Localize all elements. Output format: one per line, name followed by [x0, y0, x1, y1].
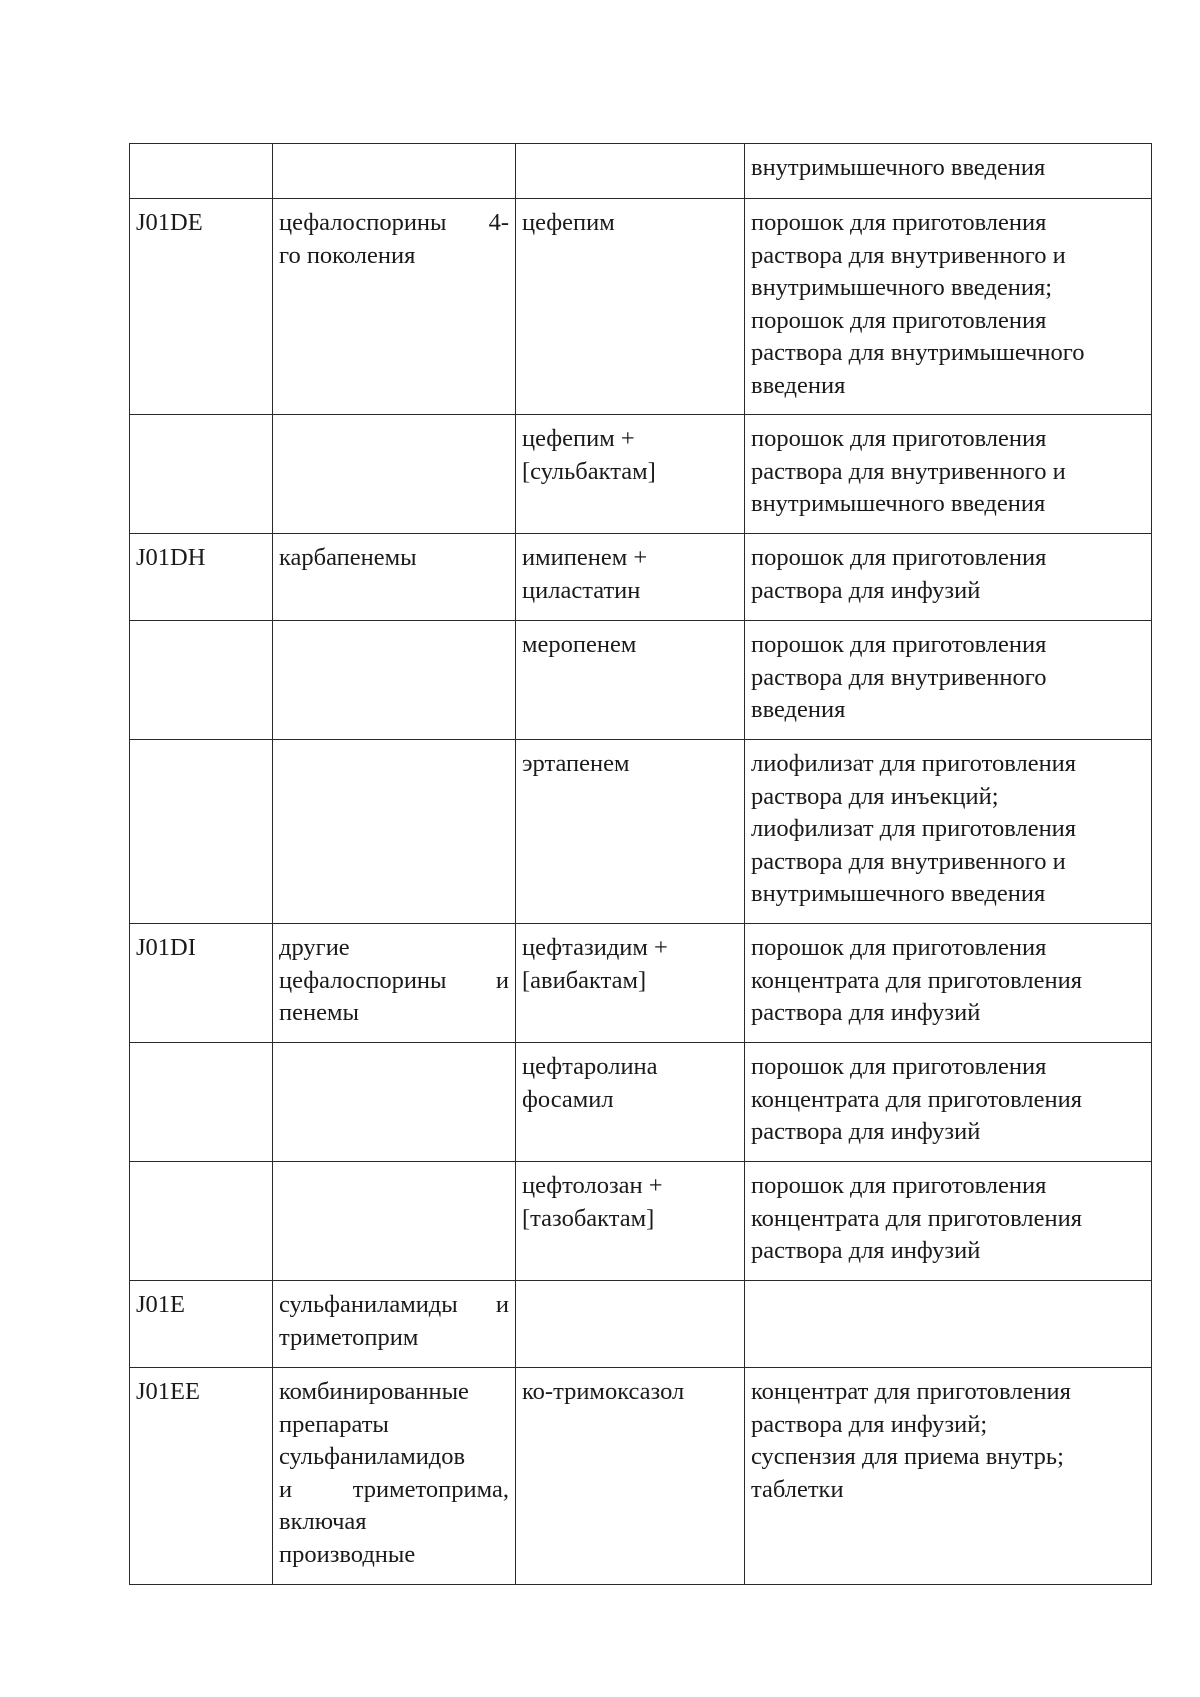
- group-name-line: препараты: [279, 1410, 389, 1438]
- dosage-form-line: порошок для приготовления: [751, 544, 1047, 571]
- dosage-form-line: раствора для внутривенного и: [751, 847, 1066, 875]
- drug-name-line: [тазобактам]: [522, 1204, 655, 1232]
- group-name-line: сульфаниламиды и: [279, 1291, 509, 1318]
- dosage-form-cell: [745, 144, 1152, 199]
- dosage-form-line: порошок для приготовления: [751, 1172, 1047, 1199]
- drug-name-line: [авибактам]: [522, 966, 647, 994]
- atc-code-cell: [130, 144, 273, 199]
- dosage-form-line: порошок для приготовления: [751, 306, 1047, 334]
- group-name-line: триметоприм: [279, 1323, 419, 1351]
- drug-name-cell: [516, 1043, 745, 1162]
- drug-name-cell: [516, 740, 745, 924]
- drug-name-line: имипенем +: [522, 544, 648, 571]
- drug-name-cell: [516, 1368, 745, 1585]
- dosage-form-line: суспензия для приема внутрь;: [751, 1443, 1064, 1470]
- atc-code-cell: [130, 1162, 273, 1281]
- atc-code-cell: [130, 621, 273, 740]
- atc-code-cell: J01EE: [130, 1368, 273, 1585]
- group-name-line: другие: [279, 934, 350, 961]
- drug-name-line: цефепим: [522, 209, 615, 236]
- group-name-cell: [273, 621, 516, 740]
- dosage-form-line: порошок для приготовления: [751, 425, 1047, 452]
- drug-name-line: цефтаролина: [522, 1053, 658, 1080]
- dosage-form-line: порошок для приготовления: [751, 631, 1047, 658]
- drug-name-line: [сульбактам]: [522, 457, 656, 485]
- drug-name-line: эртапенем: [522, 750, 630, 777]
- drug-name-cell: [516, 144, 745, 199]
- table-row: [130, 415, 1152, 534]
- atc-code-cell: J01DE: [130, 199, 273, 415]
- group-name-line: включая: [279, 1508, 367, 1535]
- atc-code-cell: [130, 415, 273, 534]
- drug-name-line: цефтолозан +: [522, 1172, 663, 1199]
- dosage-form-cell: [745, 1043, 1152, 1162]
- table-row: [130, 534, 1152, 621]
- group-name-cell: [273, 534, 516, 621]
- group-name-cell: [273, 740, 516, 924]
- atc-code-cell: [130, 740, 273, 924]
- drug-name-cell: [516, 534, 745, 621]
- dosage-form-line: внутримышечного введения: [751, 880, 1046, 907]
- group-name-line: производные: [279, 1540, 416, 1568]
- dosage-form-line: концентрат для приготовления: [751, 1378, 1071, 1405]
- group-name-cell: [273, 415, 516, 534]
- dosage-form-cell: [745, 1281, 1152, 1368]
- dosage-form-line: порошок для приготовления: [751, 1053, 1047, 1080]
- group-name-cell: [273, 1043, 516, 1162]
- group-name-cell: [273, 199, 516, 415]
- dosage-form-line: внутримышечного введения;: [751, 274, 1053, 301]
- drug-name-cell: [516, 621, 745, 740]
- table-body: [130, 144, 1152, 1585]
- group-name-cell: [273, 1368, 516, 1585]
- dosage-form-cell: [745, 1162, 1152, 1281]
- dosage-form-line: раствора для внутримышечного: [751, 339, 1085, 366]
- dosage-form-line: раствора для инфузий: [751, 1237, 981, 1264]
- dosage-form-line: лиофилизат для приготовления: [751, 815, 1077, 842]
- dosage-form-line: раствора для инфузий: [751, 1118, 981, 1145]
- drug-name-cell: [516, 199, 745, 415]
- group-name-cell: [273, 1162, 516, 1281]
- drug-name-cell: [516, 1162, 745, 1281]
- dosage-form-cell: [745, 1368, 1152, 1585]
- group-name-line: карбапенемы: [279, 544, 417, 571]
- dosage-form-line: раствора для инфузий: [751, 576, 981, 604]
- group-name-line: цефалоспорины 4-: [279, 209, 509, 236]
- dosage-form-cell: [745, 199, 1152, 415]
- dosage-form-cell: [745, 534, 1152, 621]
- dosage-form-cell: [745, 415, 1152, 534]
- dosage-form-line: концентрата для приготовления: [751, 966, 1083, 994]
- group-name-cell: [273, 1281, 516, 1368]
- drug-name-line: ко-тримоксазол: [522, 1378, 685, 1405]
- drug-name-cell: [516, 415, 745, 534]
- drug-name-line: циластатин: [522, 576, 641, 604]
- atc-code-cell: J01E: [130, 1281, 273, 1368]
- group-name-line: го поколения: [279, 241, 416, 269]
- dosage-form-line: внутримышечного введения: [751, 490, 1046, 517]
- table-row: [130, 1281, 1152, 1368]
- dosage-form-line: концентрата для приготовления: [751, 1085, 1083, 1113]
- group-name-line: цефалоспорины и: [279, 966, 509, 994]
- dosage-form-line: раствора для внутривенного и: [751, 241, 1066, 269]
- dosage-form-line: порошок для приготовления: [751, 209, 1047, 236]
- table-row: [130, 1162, 1152, 1281]
- drug-name-line: цефепим +: [522, 425, 635, 452]
- group-name-line: и триметоприма,: [279, 1475, 509, 1503]
- group-name-line: комбинированные: [279, 1378, 469, 1405]
- group-name-line: сульфаниламидов: [279, 1443, 466, 1470]
- atc-code-cell: J01DI: [130, 924, 273, 1043]
- dosage-form-line: раствора для внутривенного: [751, 663, 1047, 691]
- group-name-line: пенемы: [279, 999, 359, 1026]
- table-row: [130, 1368, 1152, 1585]
- table-row: [130, 924, 1152, 1043]
- dosage-form-cell: [745, 924, 1152, 1043]
- dosage-form-cell: [745, 621, 1152, 740]
- group-name-cell: [273, 924, 516, 1043]
- dosage-form-line: раствора для внутривенного и: [751, 457, 1066, 485]
- drug-table: [129, 143, 1152, 1585]
- dosage-form-line: лиофилизат для приготовления: [751, 750, 1077, 777]
- atc-code-cell: [130, 1043, 273, 1162]
- dosage-form-line: раствора для инфузий: [751, 999, 981, 1026]
- dosage-form-line: раствора для инфузий;: [751, 1410, 988, 1438]
- table-row: [130, 1043, 1152, 1162]
- drug-name-line: фосамил: [522, 1085, 614, 1113]
- dosage-form-line: введения: [751, 696, 846, 723]
- drug-name-line: меропенем: [522, 631, 637, 658]
- table-row: [130, 144, 1152, 199]
- drug-name-cell: [516, 1281, 745, 1368]
- table-row: [130, 199, 1152, 415]
- table-row: [130, 740, 1152, 924]
- dosage-form-line: внутримышечного введения: [751, 154, 1046, 181]
- dosage-form-line: порошок для приготовления: [751, 934, 1047, 961]
- atc-code-cell: J01DH: [130, 534, 273, 621]
- group-name-cell: [273, 144, 516, 199]
- dosage-form-line: введения: [751, 371, 846, 399]
- drug-name-line: цефтазидим +: [522, 934, 668, 961]
- dosage-form-line: таблетки: [751, 1475, 844, 1503]
- dosage-form-line: концентрата для приготовления: [751, 1204, 1083, 1232]
- dosage-form-cell: [745, 740, 1152, 924]
- dosage-form-line: раствора для инъекций;: [751, 782, 999, 810]
- table-row: [130, 621, 1152, 740]
- drug-name-cell: [516, 924, 745, 1043]
